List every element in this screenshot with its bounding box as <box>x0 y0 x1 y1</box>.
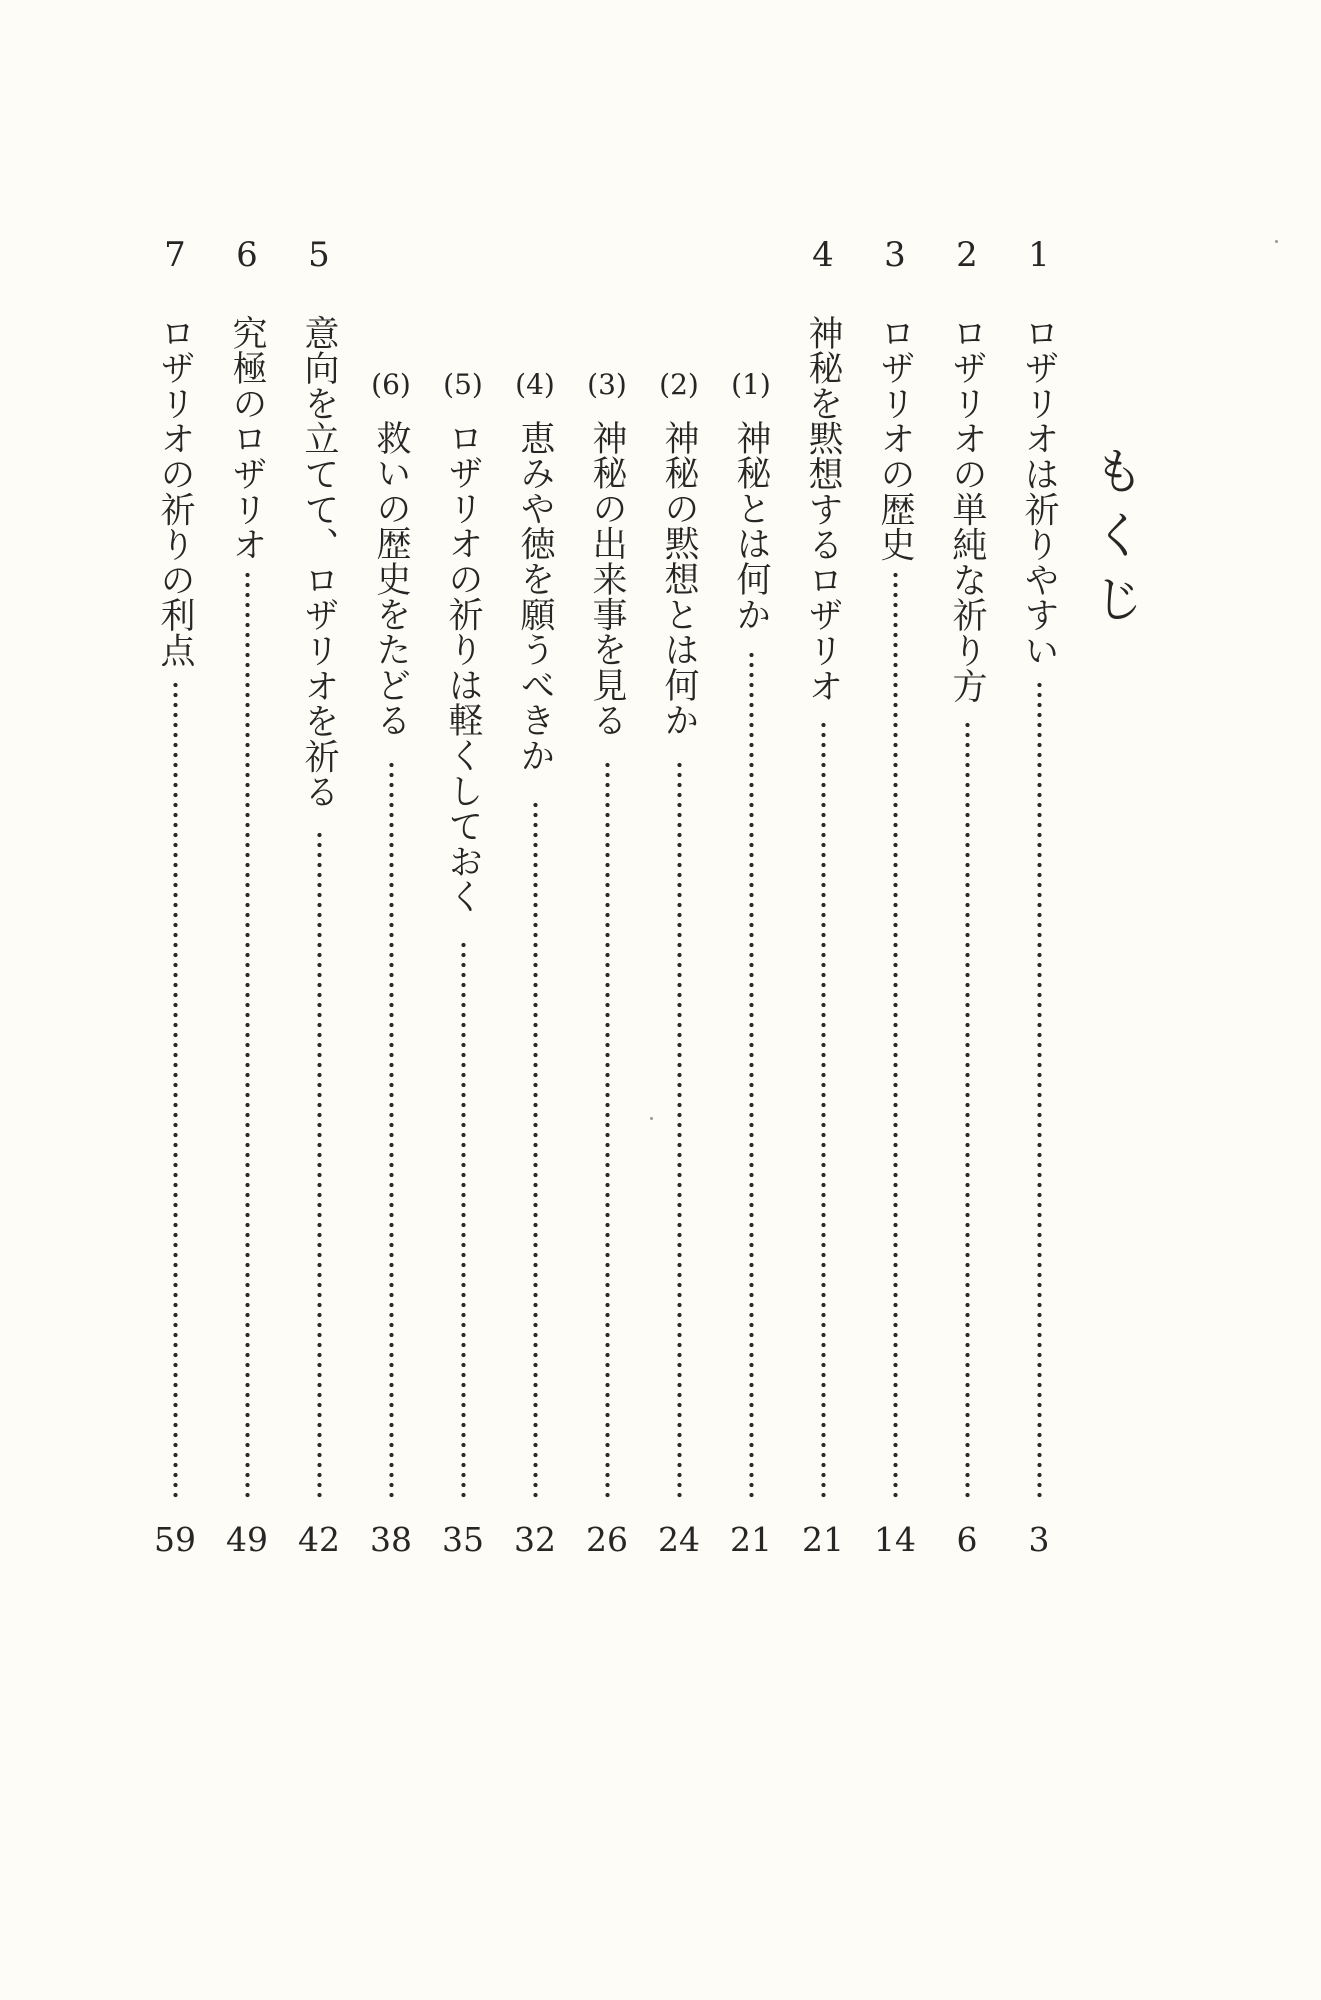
toc-subentry-4[interactable] <box>502 230 568 1560</box>
toc-page-number: 21 <box>730 1520 772 1559</box>
toc-entry-title[interactable]: ロザリオの単純な祈り方 <box>947 315 987 704</box>
toc-entry-number: 1 <box>1028 235 1050 275</box>
toc-sub-number: (1) <box>731 368 771 401</box>
toc-page-number: 14 <box>874 1520 916 1559</box>
toc-sub-number: (6) <box>371 368 411 401</box>
toc-sub-number: (5) <box>443 368 483 401</box>
toc-entry-number: 4 <box>812 235 834 275</box>
toc-page-number: 49 <box>226 1520 268 1559</box>
toc-entry-title[interactable]: ロザリオの歴史 <box>875 315 915 563</box>
dot-leader <box>821 720 826 1500</box>
toc-entry-5[interactable] <box>286 230 352 1560</box>
dot-leader <box>245 570 250 1500</box>
toc-subentry-1[interactable] <box>718 230 784 1560</box>
toc-entry-title[interactable]: 意向を立てて、ロザリオを祈る <box>299 315 339 810</box>
toc-entry-title[interactable]: 恵みや徳を願うべきか <box>515 420 555 773</box>
toc-page-number: 3 <box>1028 1520 1050 1559</box>
toc-page-number: 24 <box>658 1520 700 1559</box>
toc-entry-title[interactable]: 神秘を黙想するロザリオ <box>803 315 843 704</box>
toc-page-number: 6 <box>956 1520 978 1559</box>
dot-leader <box>533 800 538 1500</box>
dot-leader <box>965 720 970 1500</box>
toc-entry-3[interactable] <box>862 230 928 1560</box>
toc-entry-6[interactable] <box>214 230 280 1560</box>
toc-entry-title[interactable]: ロザリオの祈りは軽くしておく <box>443 420 483 915</box>
toc-entry-number: 2 <box>956 235 978 275</box>
toc-entry-number: 6 <box>236 235 258 275</box>
toc-page-number: 26 <box>586 1520 628 1559</box>
dot-leader <box>893 570 898 1500</box>
toc-page-number: 38 <box>370 1520 412 1559</box>
toc-entry-title[interactable]: 究極のロザリオ <box>227 315 267 563</box>
toc-sub-number: (2) <box>659 368 699 401</box>
toc-entry-number: 5 <box>308 235 330 275</box>
toc-entry-2[interactable] <box>934 230 1000 1560</box>
toc-entry-title[interactable]: 救いの歴史をたどる <box>371 420 411 738</box>
toc-entry-title[interactable]: ロザリオの祈りの利点 <box>155 315 195 668</box>
toc-entry-title[interactable]: ロザリオは祈りやすい <box>1019 315 1059 668</box>
toc-entry-title[interactable]: 神秘とは何か <box>731 420 771 632</box>
dot-leader <box>677 760 682 1500</box>
toc-entry-number: 7 <box>164 235 186 275</box>
toc-subentry-5[interactable] <box>430 230 496 1560</box>
dot-leader <box>317 830 322 1500</box>
toc-subentry-2[interactable] <box>646 230 712 1560</box>
toc-page-number: 21 <box>802 1520 844 1559</box>
toc-sub-number: (4) <box>515 368 555 401</box>
dot-leader <box>389 760 394 1500</box>
toc-page-number: 35 <box>442 1520 484 1559</box>
dot-leader <box>749 650 754 1500</box>
toc-sub-number: (3) <box>587 368 627 401</box>
page-title: もくじ <box>1086 445 1144 637</box>
toc-entry-title[interactable]: 神秘の出来事を見る <box>587 420 627 738</box>
toc-subentry-3[interactable] <box>574 230 640 1560</box>
dot-leader <box>173 680 178 1500</box>
toc-page-number: 59 <box>154 1520 196 1559</box>
dot-leader <box>461 940 466 1500</box>
toc-page-number: 42 <box>298 1520 340 1559</box>
toc-page-number: 32 <box>514 1520 556 1559</box>
toc-entry-1[interactable] <box>1006 230 1072 1560</box>
dot-leader <box>1037 680 1042 1500</box>
toc-subentry-6[interactable] <box>358 230 424 1560</box>
toc-entry-4[interactable] <box>790 230 856 1560</box>
dot-leader <box>605 760 610 1500</box>
toc-entry-number: 3 <box>884 235 906 275</box>
paper-speck <box>1275 240 1278 243</box>
toc-entry-title[interactable]: 神秘の黙想とは何か <box>659 420 699 738</box>
toc-entry-7[interactable] <box>142 230 208 1560</box>
paper-speck <box>650 1117 653 1120</box>
